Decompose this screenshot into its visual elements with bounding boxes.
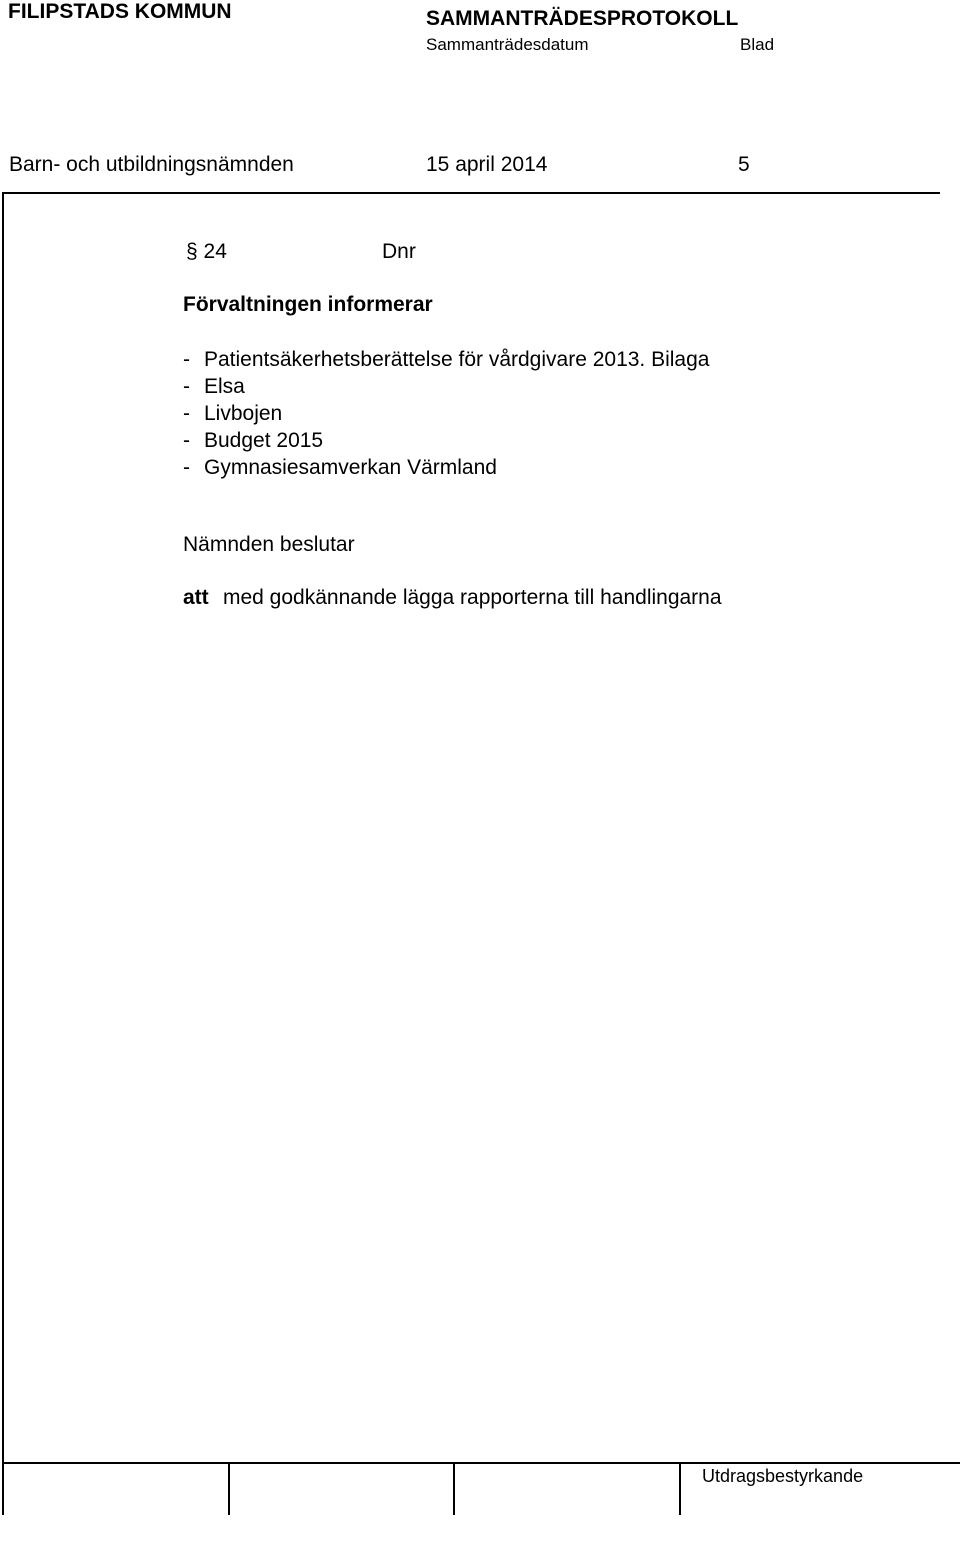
certification-label: Utdragsbestyrkande xyxy=(702,1466,864,1486)
frame-bottom-line xyxy=(2,1462,960,1464)
meeting-date: 15 april 2014 xyxy=(426,153,548,176)
list-item-text: Budget 2015 xyxy=(204,429,324,452)
meeting-date-label: Sammanträdesdatum xyxy=(426,35,589,54)
list-item xyxy=(183,427,709,454)
page-number: 5 xyxy=(738,153,750,176)
decision-heading: Nämnden beslutar xyxy=(183,533,355,556)
decision-att: att xyxy=(183,586,209,609)
dnr-label: Dnr xyxy=(382,240,416,263)
list-marker: - xyxy=(183,429,190,452)
frame-top-line xyxy=(2,192,940,194)
section-title: Förvaltningen informerar xyxy=(183,293,433,316)
list-item-text: Gymnasiesamverkan Värmland xyxy=(204,456,497,479)
organization-name: FILIPSTADS KOMMUN xyxy=(8,0,232,23)
list-item-text: Patientsäkerhetsberättelse för vårdgivare 2013. Bilaga xyxy=(204,348,710,371)
signature-box-divider xyxy=(453,1463,455,1515)
list-item xyxy=(183,346,709,373)
list-marker: - xyxy=(183,456,190,479)
list-item xyxy=(183,373,709,400)
decision-text: med godkännande lägga rapporterna till handlingarna xyxy=(223,586,722,609)
page-label: Blad xyxy=(740,35,775,54)
frame-left-line xyxy=(2,192,4,1515)
signature-box-divider xyxy=(679,1463,681,1515)
paragraph-number: § 24 xyxy=(186,240,227,263)
list-item xyxy=(183,400,709,427)
list-item-text: Elsa xyxy=(204,375,245,398)
list-item-text: Livbojen xyxy=(204,402,283,425)
committee-name: Barn- och utbildningsnämnden xyxy=(9,153,294,176)
information-list xyxy=(183,346,709,481)
list-marker: - xyxy=(183,375,190,398)
signature-box-divider xyxy=(228,1463,230,1515)
list-marker: - xyxy=(183,402,190,425)
document-type: SAMMANTRÄDESPROTOKOLL xyxy=(426,7,739,30)
list-marker: - xyxy=(183,348,190,371)
list-item xyxy=(183,454,709,481)
